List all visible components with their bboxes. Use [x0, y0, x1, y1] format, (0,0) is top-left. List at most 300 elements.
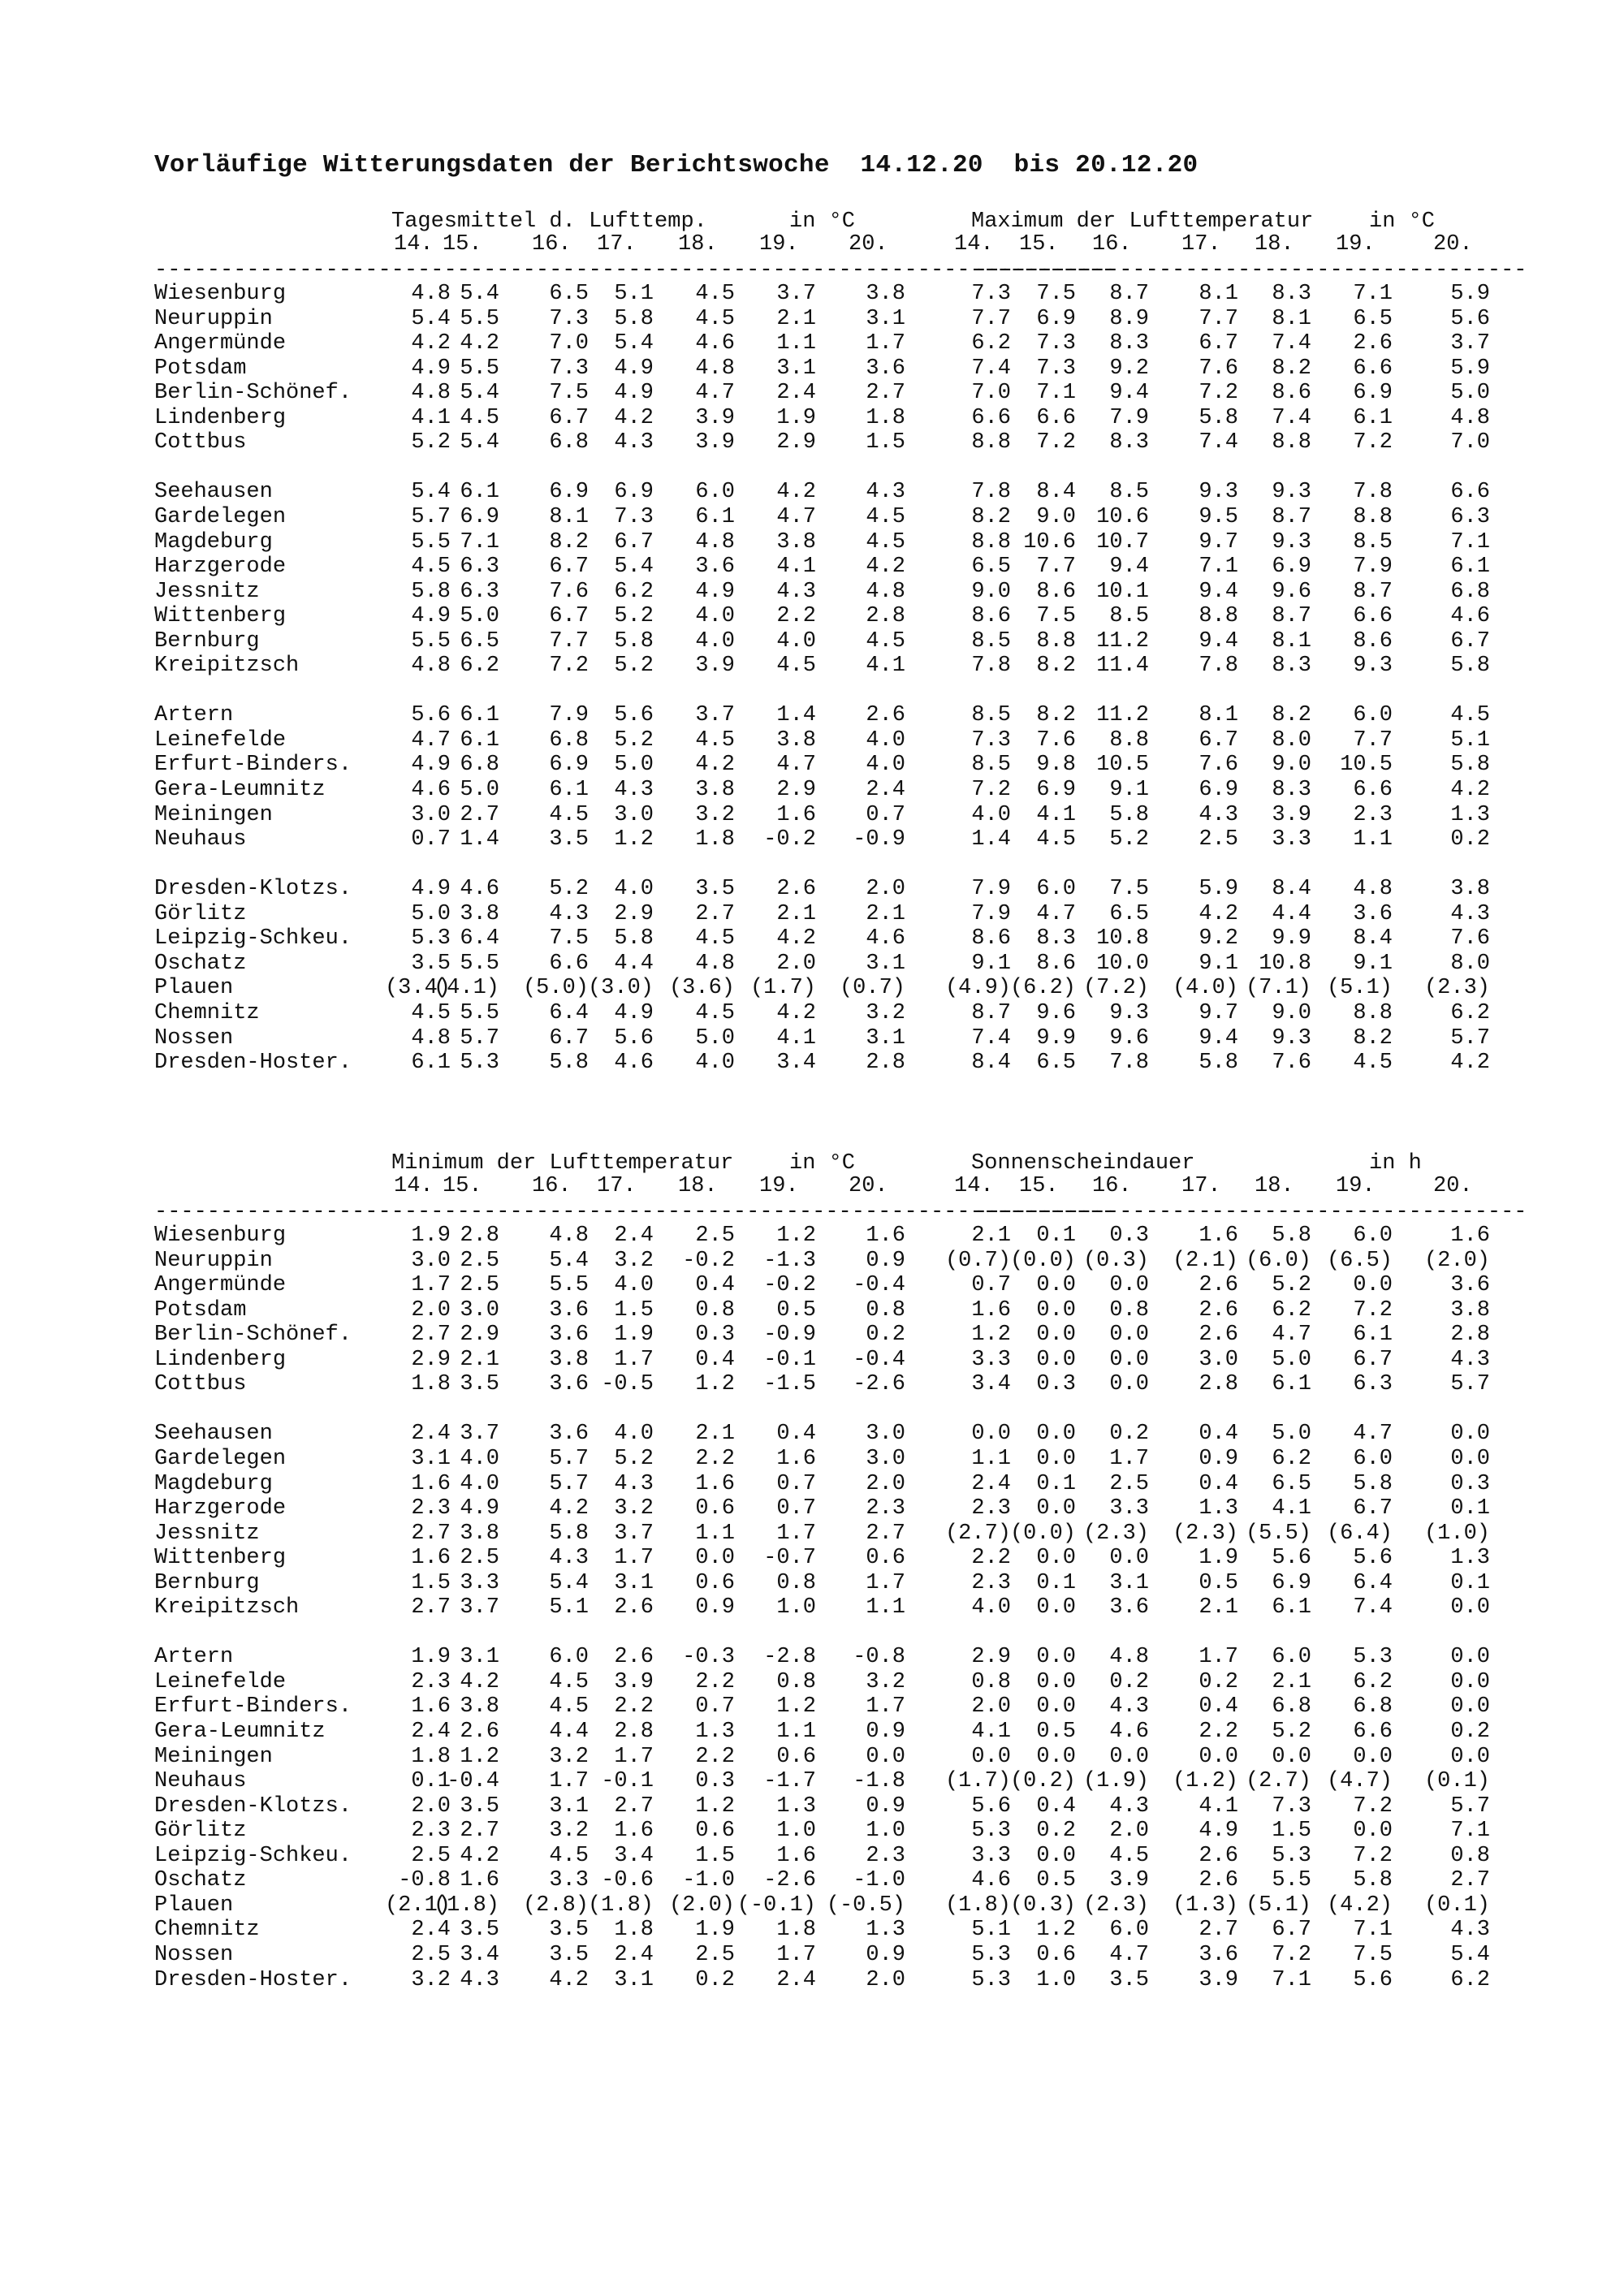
value-cell: 2.9	[776, 778, 816, 802]
table-row	[0, 1893, 1624, 1918]
value-cell: 6.9	[1199, 778, 1238, 802]
value-cell: 0.0	[1109, 1744, 1149, 1769]
value-cell: 4.0	[614, 1273, 654, 1298]
station-name: Bernburg	[154, 628, 260, 654]
station-name: Dresden-Klotzs.	[154, 877, 352, 902]
value-cell: 2.2	[1199, 1720, 1238, 1744]
value-cell: 1.9	[614, 1323, 654, 1348]
value-cell: 4.5	[1109, 1843, 1149, 1868]
value-cell: 4.5	[695, 926, 735, 952]
value-cell: 1.6	[614, 1819, 654, 1844]
value-cell: 1.7	[1199, 1645, 1238, 1670]
value-cell: 3.6	[695, 555, 735, 580]
station-name: Oschatz	[154, 951, 247, 976]
value-cell: -2.8	[763, 1645, 816, 1670]
value-cell: 3.5	[460, 1793, 499, 1819]
value-cell: 6.9	[549, 753, 589, 778]
value-cell: 4.3	[549, 1546, 589, 1571]
value-cell: (1.0)	[1423, 1521, 1490, 1546]
value-cell: 2.6	[1199, 1868, 1238, 1893]
value-cell: -0.3	[682, 1645, 735, 1670]
table-row	[0, 530, 1624, 555]
value-cell: 0.6	[866, 1546, 905, 1571]
value-cell: 1.6	[776, 1446, 816, 1471]
value-cell: 9.9	[1036, 1025, 1076, 1051]
value-cell: 4.6	[460, 877, 499, 902]
value-cell: 5.3	[1353, 1645, 1393, 1670]
value-cell: 6.6	[549, 951, 589, 976]
station-name: Neuruppin	[154, 1248, 273, 1273]
value-cell: (0.7)	[839, 976, 905, 1001]
table-row	[0, 1769, 1624, 1793]
day-label: 16.	[532, 1174, 572, 1198]
value-cell: 7.6	[1199, 753, 1238, 778]
value-cell: 0.8	[971, 1669, 1011, 1694]
value-cell: 7.0	[971, 381, 1011, 406]
value-cell: 8.3	[1036, 926, 1076, 952]
value-cell: 5.4	[460, 282, 499, 306]
station-name: Leinefelde	[154, 727, 287, 753]
value-cell: 2.5	[695, 1224, 735, 1248]
value-cell: 4.3	[1450, 901, 1490, 926]
day-label: 18.	[1255, 1174, 1294, 1198]
value-cell: 2.7	[695, 901, 735, 926]
value-cell: 3.3	[971, 1843, 1011, 1868]
table-row	[0, 926, 1624, 951]
value-cell: 2.2	[776, 604, 816, 629]
table-row	[0, 1323, 1624, 1347]
value-cell: -0.6	[601, 1868, 654, 1893]
value-cell: 0.0	[1109, 1546, 1149, 1571]
value-cell: 8.8	[971, 529, 1011, 555]
value-cell: 8.0	[1450, 951, 1490, 976]
day-label: 14.	[954, 1174, 994, 1198]
value-cell: 2.1	[776, 306, 816, 331]
value-cell: 4.8	[1353, 877, 1393, 902]
value-cell: 4.9	[411, 877, 451, 902]
value-cell: 3.9	[695, 405, 735, 430]
value-cell: 8.4	[1353, 926, 1393, 952]
right-block-unit: in °C	[1369, 209, 1436, 234]
value-cell: 1.2	[776, 1224, 816, 1248]
value-cell: (0.1)	[1423, 1769, 1490, 1794]
value-cell: 7.3	[971, 727, 1011, 753]
value-cell: 2.5	[460, 1273, 499, 1298]
day-label: 20.	[1433, 232, 1473, 257]
day-label: 19.	[1336, 1174, 1376, 1198]
table-row	[0, 331, 1624, 356]
value-cell: 5.4	[460, 381, 499, 406]
value-cell: 2.1	[866, 901, 905, 926]
value-cell: 9.0	[1272, 753, 1311, 778]
value-cell: 3.8	[460, 901, 499, 926]
value-cell: 2.8	[1450, 1323, 1490, 1348]
value-cell: 5.9	[1450, 282, 1490, 306]
table-row	[0, 1546, 1624, 1570]
value-cell: 2.0	[411, 1793, 451, 1819]
value-cell: 5.8	[1272, 1224, 1311, 1248]
value-cell: 8.3	[1272, 654, 1311, 679]
value-cell: 5.0	[460, 604, 499, 629]
value-cell: 1.4	[776, 703, 816, 728]
value-cell: 2.6	[1199, 1297, 1238, 1323]
value-cell: 2.4	[411, 1422, 451, 1447]
right-block-title: Sonnenscheindauer	[971, 1151, 1195, 1176]
value-cell: 3.5	[460, 1918, 499, 1943]
value-cell: 6.9	[460, 504, 499, 529]
value-cell: 2.7	[411, 1323, 451, 1348]
value-cell: 6.7	[549, 604, 589, 629]
table-row	[0, 629, 1624, 654]
value-cell: 0.0	[1109, 1372, 1149, 1397]
station-name: Meiningen	[154, 802, 273, 827]
value-cell: 7.9	[1353, 555, 1393, 580]
station-name: Angermünde	[154, 1273, 287, 1298]
value-cell: 8.7	[1109, 282, 1149, 306]
value-cell: 4.9	[411, 604, 451, 629]
station-name: Cottbus	[154, 1372, 247, 1397]
value-cell: 1.7	[1109, 1446, 1149, 1471]
value-cell: 3.0	[614, 802, 654, 827]
station-name: Wittenberg	[154, 1546, 287, 1571]
value-cell: 9.4	[1109, 381, 1149, 406]
value-cell: 6.5	[1353, 306, 1393, 331]
station-name: Kreipitzsch	[154, 654, 300, 679]
station-name: Seehausen	[154, 1422, 273, 1447]
value-cell: 8.6	[1036, 579, 1076, 604]
value-cell: 2.3	[866, 1843, 905, 1868]
value-cell: 6.7	[614, 529, 654, 555]
value-cell: 2.6	[460, 1720, 499, 1744]
value-cell: 9.8	[1036, 753, 1076, 778]
station-name: Artern	[154, 1645, 234, 1670]
value-cell: 9.2	[1109, 356, 1149, 381]
value-cell: 4.9	[614, 1000, 654, 1025]
value-cell: 6.7	[549, 555, 589, 580]
table-row	[0, 1273, 1624, 1297]
value-cell: 10.1	[1096, 579, 1149, 604]
day-label: 20.	[849, 1174, 888, 1198]
value-cell: 0.0	[1450, 1645, 1490, 1670]
value-cell: 5.8	[549, 1051, 589, 1076]
value-cell: 4.7	[1353, 1422, 1393, 1447]
value-cell: 6.2	[1272, 1446, 1311, 1471]
value-cell: 1.9	[695, 1918, 735, 1943]
value-cell: 6.7	[1353, 1347, 1393, 1372]
value-cell: 4.3	[614, 778, 654, 802]
value-cell: 4.0	[695, 628, 735, 654]
value-cell: 0.1	[1036, 1224, 1076, 1248]
day-label: 14.	[394, 232, 434, 257]
value-cell: 4.0	[460, 1446, 499, 1471]
station-name: Potsdam	[154, 356, 247, 381]
value-cell: 9.3	[1272, 1025, 1311, 1051]
station-name: Berlin-Schönef.	[154, 381, 352, 406]
value-cell: 3.8	[776, 727, 816, 753]
value-cell: 8.1	[1272, 306, 1311, 331]
value-cell: 0.5	[1036, 1720, 1076, 1744]
table-row	[0, 1745, 1624, 1769]
table-row	[0, 827, 1624, 852]
value-cell: 5.6	[614, 703, 654, 728]
value-cell: 3.0	[411, 802, 451, 827]
value-cell: 4.5	[549, 1669, 589, 1694]
value-cell: 8.8	[1353, 504, 1393, 529]
value-cell: 3.8	[866, 282, 905, 306]
value-cell: 2.5	[411, 1843, 451, 1868]
value-cell: 2.6	[776, 877, 816, 902]
value-cell: 1.1	[776, 331, 816, 356]
table-row	[0, 654, 1624, 678]
value-cell: 0.2	[1199, 1669, 1238, 1694]
value-cell: 3.6	[1353, 901, 1393, 926]
value-cell: 6.2	[614, 579, 654, 604]
value-cell: 4.0	[460, 1471, 499, 1496]
value-cell: 2.1	[971, 1224, 1011, 1248]
value-cell: 4.7	[411, 727, 451, 753]
value-cell: 7.2	[971, 778, 1011, 802]
value-cell: 8.3	[1109, 430, 1149, 455]
station-name: Leipzig-Schkeu.	[154, 1843, 352, 1868]
value-cell: -0.2	[682, 1248, 735, 1273]
value-cell: 2.9	[971, 1645, 1011, 1670]
value-cell: 3.3	[971, 1347, 1011, 1372]
value-cell: 1.4	[971, 827, 1011, 852]
value-cell: 5.7	[411, 504, 451, 529]
value-cell: 2.8	[460, 1224, 499, 1248]
table-row	[0, 555, 1624, 579]
day-label: 16.	[1092, 232, 1132, 257]
value-cell: 8.5	[1109, 604, 1149, 629]
value-cell: (1.3)	[1172, 1892, 1238, 1918]
day-label: 16.	[532, 232, 572, 257]
value-cell: 8.7	[1272, 604, 1311, 629]
value-cell: 5.4	[614, 555, 654, 580]
value-cell: 5.8	[1450, 753, 1490, 778]
value-cell: 6.3	[460, 555, 499, 580]
value-cell: 4.0	[776, 628, 816, 654]
value-cell: 9.4	[1199, 628, 1238, 654]
separator-line: ------------------------------------------	[974, 1200, 1527, 1224]
value-cell: 1.2	[1036, 1918, 1076, 1943]
value-cell: 2.4	[411, 1720, 451, 1744]
table-row	[0, 703, 1624, 727]
value-cell: -2.6	[763, 1868, 816, 1893]
value-cell: 4.5	[549, 802, 589, 827]
value-cell: 2.4	[614, 1224, 654, 1248]
value-cell: 4.6	[411, 778, 451, 802]
value-cell: 6.5	[1272, 1471, 1311, 1496]
day-label: 16.	[1092, 1174, 1132, 1198]
table-row	[0, 1868, 1624, 1892]
value-cell: 0.0	[971, 1744, 1011, 1769]
value-cell: (3.6)	[668, 976, 735, 1001]
value-cell: 2.8	[866, 1051, 905, 1076]
value-cell: 2.1	[695, 1422, 735, 1447]
value-cell: 5.0	[1272, 1347, 1311, 1372]
value-cell: 6.2	[1450, 1000, 1490, 1025]
value-cell: 9.0	[971, 579, 1011, 604]
value-cell: 5.4	[549, 1248, 589, 1273]
value-cell: (7.2)	[1082, 976, 1149, 1001]
table-row	[0, 902, 1624, 926]
value-cell: 3.4	[460, 1942, 499, 1967]
value-cell: 4.0	[866, 753, 905, 778]
value-cell: 7.4	[1199, 430, 1238, 455]
station-name: Plauen	[154, 1892, 234, 1918]
value-cell: 4.0	[971, 802, 1011, 827]
value-cell: 0.3	[695, 1323, 735, 1348]
value-cell: 4.3	[1450, 1918, 1490, 1943]
value-cell: 5.2	[1109, 827, 1149, 852]
value-cell: 5.7	[1450, 1793, 1490, 1819]
value-cell: 0.0	[1036, 1645, 1076, 1670]
station-name: Erfurt-Binders.	[154, 753, 352, 778]
value-cell: 3.4	[776, 1051, 816, 1076]
value-cell: 0.2	[1450, 827, 1490, 852]
value-cell: 1.7	[866, 331, 905, 356]
value-cell: 0.1	[1450, 1570, 1490, 1595]
value-cell: 5.3	[1272, 1843, 1311, 1868]
value-cell: 7.8	[971, 480, 1011, 505]
station-name: Wiesenburg	[154, 1224, 287, 1248]
value-cell: 8.8	[1109, 727, 1149, 753]
station-name: Erfurt-Binders.	[154, 1694, 352, 1720]
value-cell: 4.8	[695, 529, 735, 555]
value-cell: (5.1)	[1326, 976, 1393, 1001]
table-row	[0, 1670, 1624, 1694]
value-cell: 0.0	[1450, 1694, 1490, 1720]
value-cell: 7.1	[1353, 1918, 1393, 1943]
value-cell: 4.5	[866, 628, 905, 654]
value-cell: 8.2	[1036, 654, 1076, 679]
value-cell: 7.7	[1353, 727, 1393, 753]
value-cell: 4.9	[614, 381, 654, 406]
value-cell: (1.8)	[944, 1892, 1011, 1918]
right-block-unit: in h	[1369, 1151, 1422, 1176]
value-cell: 0.7	[695, 1694, 735, 1720]
value-cell: 9.3	[1272, 529, 1311, 555]
value-cell: 3.3	[460, 1570, 499, 1595]
value-cell: 6.6	[1036, 405, 1076, 430]
value-cell: 1.8	[411, 1744, 451, 1769]
value-cell: 5.0	[695, 1025, 735, 1051]
station-name: Dresden-Hoster.	[154, 1967, 352, 1992]
value-cell: 5.0	[614, 753, 654, 778]
value-cell: 9.3	[1109, 1000, 1149, 1025]
value-cell: 2.6	[1199, 1323, 1238, 1348]
value-cell: 1.9	[1199, 1546, 1238, 1571]
day-label: 18.	[1255, 232, 1294, 257]
value-cell: 4.8	[866, 579, 905, 604]
value-cell: 4.0	[971, 1595, 1011, 1621]
value-cell: 6.8	[549, 430, 589, 455]
value-cell: 0.0	[1272, 1744, 1311, 1769]
value-cell: 1.6	[1450, 1224, 1490, 1248]
value-cell: 3.9	[614, 1669, 654, 1694]
value-cell: 1.2	[614, 827, 654, 852]
value-cell: 0.2	[695, 1967, 735, 1992]
value-cell: 1.1	[776, 1720, 816, 1744]
value-cell: 1.0	[1036, 1967, 1076, 1992]
value-cell: 5.5	[460, 306, 499, 331]
station-name: Magdeburg	[154, 529, 273, 555]
value-cell: 0.7	[866, 802, 905, 827]
value-cell: -0.9	[853, 827, 905, 852]
value-cell: 5.8	[411, 579, 451, 604]
row-spacer	[0, 852, 1624, 877]
value-cell: 8.8	[1199, 604, 1238, 629]
value-cell: 6.2	[1353, 1669, 1393, 1694]
value-cell: 6.7	[549, 1025, 589, 1051]
value-cell: 5.8	[1109, 802, 1149, 827]
value-cell: 8.1	[1199, 703, 1238, 728]
value-cell: 0.7	[971, 1273, 1011, 1298]
value-cell: 3.1	[1109, 1570, 1149, 1595]
value-cell: 4.8	[411, 282, 451, 306]
value-cell: (6.4)	[1326, 1521, 1393, 1546]
value-cell: 2.3	[971, 1570, 1011, 1595]
value-cell: 6.3	[460, 579, 499, 604]
value-cell: 10.5	[1340, 753, 1393, 778]
value-cell: 4.8	[1109, 1645, 1149, 1670]
value-cell: 4.6	[866, 926, 905, 952]
value-cell: 5.1	[549, 1595, 589, 1621]
value-cell: 0.6	[1036, 1942, 1076, 1967]
value-cell: 1.2	[776, 1694, 816, 1720]
value-cell: 2.5	[1109, 1471, 1149, 1496]
value-cell: 5.6	[614, 1025, 654, 1051]
value-cell: (4.0)	[1172, 976, 1238, 1001]
value-cell: 7.1	[1272, 1967, 1311, 1992]
value-cell: 4.8	[411, 1025, 451, 1051]
value-cell: 0.0	[971, 1422, 1011, 1447]
value-cell: 6.2	[1272, 1297, 1311, 1323]
value-cell: (3.4)	[384, 976, 451, 1001]
value-cell: 7.5	[1036, 282, 1076, 306]
value-cell: 4.5	[549, 1843, 589, 1868]
value-cell: 2.0	[866, 1471, 905, 1496]
value-cell: 7.2	[1036, 430, 1076, 455]
value-cell: 3.1	[866, 951, 905, 976]
value-cell: 3.2	[614, 1496, 654, 1521]
value-cell: 8.1	[549, 504, 589, 529]
value-cell: 0.4	[695, 1347, 735, 1372]
value-cell: 2.7	[460, 802, 499, 827]
value-cell: (1.7)	[749, 976, 816, 1001]
value-cell: 6.6	[1353, 778, 1393, 802]
value-cell: 1.1	[1353, 827, 1393, 852]
value-cell: 0.0	[1036, 1273, 1076, 1298]
value-cell: 10.5	[1096, 753, 1149, 778]
value-cell: 2.3	[411, 1669, 451, 1694]
value-cell: 3.1	[549, 1793, 589, 1819]
value-cell: 6.4	[549, 1000, 589, 1025]
value-cell: (4.1)	[433, 976, 499, 1001]
value-cell: 0.6	[776, 1744, 816, 1769]
value-cell: 7.1	[1199, 555, 1238, 580]
row-spacer	[0, 455, 1624, 480]
value-cell: 1.0	[776, 1595, 816, 1621]
value-cell: 9.0	[1272, 1000, 1311, 1025]
value-cell: 8.4	[1272, 877, 1311, 902]
day-label: 17.	[1181, 232, 1221, 257]
value-cell: 4.2	[1199, 901, 1238, 926]
value-cell: 1.8	[411, 1372, 451, 1397]
value-cell: (0.3)	[1009, 1892, 1076, 1918]
value-cell: 0.8	[776, 1570, 816, 1595]
table-row	[0, 1918, 1624, 1942]
